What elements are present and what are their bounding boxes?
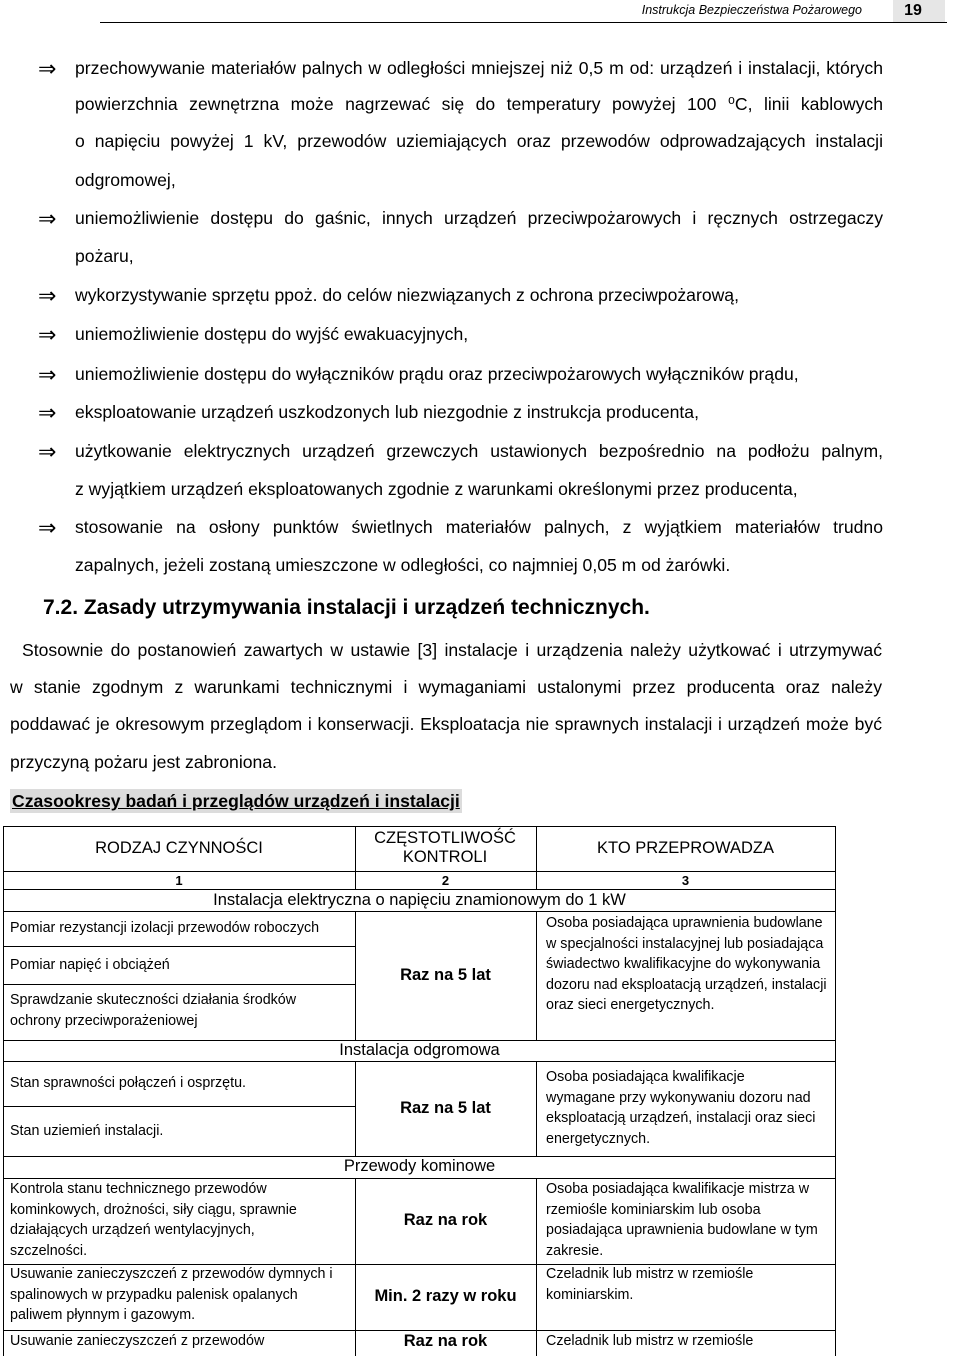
section-row-title: Przewody kominowe: [343, 1157, 496, 1175]
header-rule: [100, 22, 947, 23]
activity-cell: Sprawdzanie skuteczności działania środków ochrony przeciwporażeniowej: [10, 992, 297, 1029]
activity-cell: Pomiar rezystancji izolacji przewodów roboczych: [10, 920, 320, 936]
list-item-line: przechowywanie materiałów palnych w odległości mniejszej niż 0,5 m od: urządzeń i instalacji, których: [75, 58, 883, 78]
header-title: Instrukcja Bezpieczeństwa Pożarowego: [641, 3, 862, 17]
section-row-title: Instalacja elektryczna o napięciu znamionowym do 1 kW: [213, 891, 626, 909]
arrow-bullet-icon: ⇒: [38, 400, 57, 425]
arrow-bullet-icon: ⇒: [38, 439, 57, 464]
column-number: 2: [441, 873, 450, 888]
list-item-line: uniemożliwienie dostępu do wyłączników prądu oraz przeciwpożarowych wyłączników prądu,: [75, 364, 799, 384]
arrow-bullet-icon: ⇒: [38, 56, 57, 81]
list-item-line: stosowanie na osłony punktów świetlnych materiałów palnych, z wyjątkiem materiałów trudno: [75, 517, 883, 537]
list-item-line: z wyjątkiem urządzeń eksploatowanych zgodnie z warunkami określonymi przez producenta,: [75, 479, 798, 499]
table-subheading: Czasookresy badań i przeglądów urządzeń i instalacji: [12, 791, 460, 811]
section-title: Zasady utrzymywania instalacji i urządzeń technicznych.: [83, 596, 650, 619]
column-number: 3: [681, 873, 690, 888]
section-heading: [43, 596, 650, 620]
list-item-line: pożaru,: [75, 246, 134, 266]
activity-cell: Pomiar napięć i obciążeń: [10, 957, 170, 973]
activity-cell: Kontrola stanu technicznego przewodów kominkowych, drożności, siły ciągu, sprawnie działających urządzeń wentylacyjnych, szczelności.: [10, 1181, 297, 1259]
section-number: 7.2.: [43, 596, 79, 619]
column-header-performer: KTO PRZEPROWADZA: [597, 839, 774, 857]
arrow-bullet-icon: ⇒: [38, 322, 57, 347]
list-item-line: wykorzystywanie sprzętu ppoż. do celów niezwiązanych z ochrona przeciwpożarową,: [75, 285, 739, 305]
frequency-cell: Raz na 5 lat: [400, 1099, 491, 1117]
list-item-line: o napięciu powyżej 1 kV, przewodów uziemiających oraz przewodów odprowadzających instalacji: [75, 131, 883, 151]
list-item-line: powierzchnia zewnętrzna może nagrzewać się do temperatury powyżej 100 ⁰C, linii kablowych: [75, 94, 883, 114]
list-item-line: zapalnych, jeżeli zostaną umieszczone w odległości, co najmniej 0,05 m od żarówki.: [75, 555, 731, 575]
frequency-cell: Min. 2 razy w roku: [374, 1287, 517, 1305]
performer-cell: Czeladnik lub mistrz w rzemiośle kominiarskim.: [546, 1266, 754, 1303]
activity-cell: Usuwanie zanieczyszczeń z przewodów: [10, 1333, 265, 1349]
performer-cell: Osoba posiadająca kwalifikacje mistrza w rzemiośle kominiarskim lub osoba posiadająca uprawnienia budowlane w tym zakresie.: [546, 1181, 818, 1259]
activity-cell: Stan sprawności połączeń i osprzętu.: [10, 1075, 247, 1091]
paragraph-line: przyczyną pożaru jest zabroniona.: [10, 752, 277, 772]
list-item-line: użytkowanie elektrycznych urządzeń grzewczych ustawionych bezpośrednio na podłożu palnym,: [75, 441, 883, 461]
paragraph-line: w stanie zgodnym z warunkami technicznymi i wymaganiami ustalonymi przez producenta oraz należy: [10, 677, 882, 697]
list-item-line: uniemożliwienie dostępu do gaśnic, innych urządzeń przeciwpożarowych i ręcznych ostrzegaczy: [75, 208, 883, 228]
activity-cell: Usuwanie zanieczyszczeń z przewodów dymnych i spalinowych w przypadku palenisk opalanych paliwem płynnym i gazowym.: [10, 1266, 333, 1323]
list-item-line: odgromowej,: [75, 170, 176, 190]
arrow-bullet-icon: ⇒: [38, 206, 57, 231]
frequency-cell: Raz na rok: [403, 1332, 488, 1350]
performer-cell: Osoba posiadająca uprawnienia budowlane w specjalności instalacyjnej lub posiadająca świadectwo kwalifikacyjne do wykonywania dozoru nad eksploatacją urządzeń, instalacji oraz sieci energetycznych.: [546, 915, 827, 1013]
list-item-line: uniemożliwienie dostępu do wyjść ewakuacyjnych,: [75, 324, 469, 344]
frequency-cell: Raz na rok: [403, 1211, 488, 1229]
column-header-frequency: CZĘSTOTLIWOŚĆ KONTROLI: [374, 829, 516, 866]
page-number: 19: [904, 2, 922, 19]
performer-cell: Czeladnik lub mistrz w rzemiośle: [546, 1333, 754, 1349]
section-row-title: Instalacja odgromowa: [339, 1041, 500, 1059]
frequency-cell: Raz na 5 lat: [400, 966, 491, 984]
arrow-bullet-icon: ⇒: [38, 283, 57, 308]
paragraph-line: poddawać je okresowym przeglądom i konserwacji. Eksploatacja nie sprawnych instalacji i urządzeń może być: [10, 714, 882, 734]
column-number: 1: [175, 873, 183, 888]
list-item-line: eksploatowanie urządzeń uszkodzonych lub niezgodnie z instrukcja producenta,: [75, 402, 699, 422]
performer-cell: Osoba posiadająca kwalifikacje wymagane przy wykonywaniu dozoru nad eksploatacją urządzeń, instalacji oraz sieci energetycznych.: [546, 1069, 816, 1147]
arrow-bullet-icon: ⇒: [38, 515, 57, 540]
activity-cell: Stan uziemień instalacji.: [10, 1123, 164, 1139]
column-header-activity: RODZAJ CZYNNOŚCI: [95, 839, 263, 857]
arrow-bullet-icon: ⇒: [38, 362, 57, 387]
paragraph-line: Stosownie do postanowień zawartych w ustawie [3] instalacje i urządzenia należy użytkować i utrzymywać: [22, 640, 882, 660]
